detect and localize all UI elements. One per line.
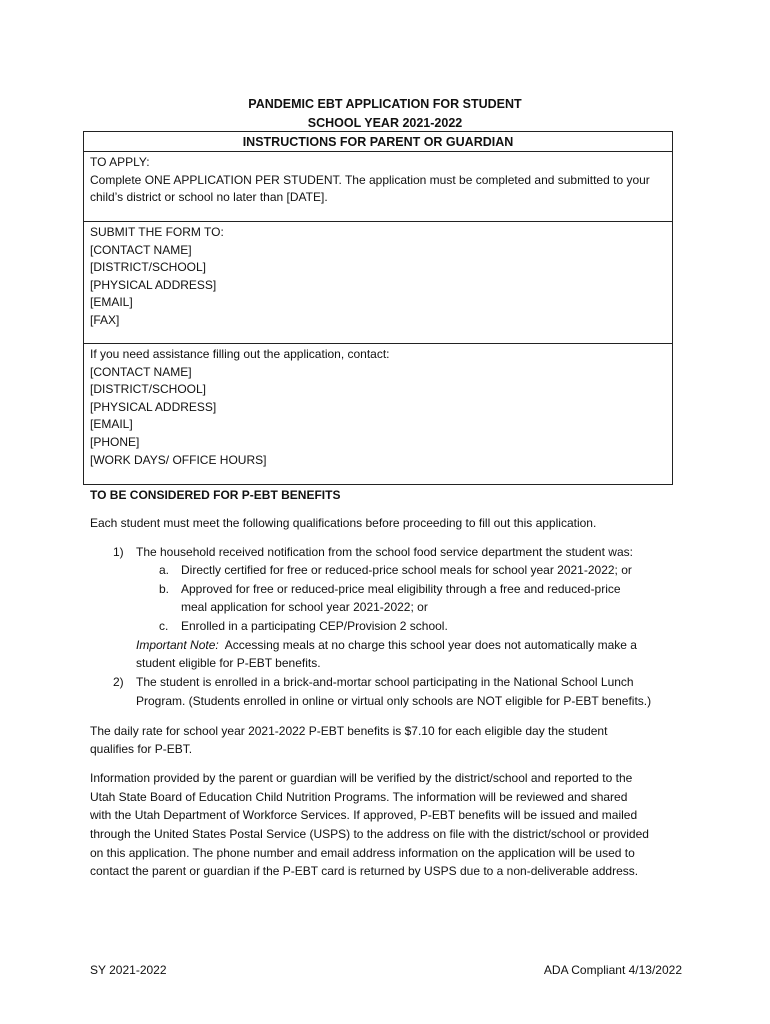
document-title: PANDEMIC EBT APPLICATION FOR STUDENT xyxy=(248,97,522,111)
submit-label: SUBMIT THE FORM TO: xyxy=(90,225,224,239)
item1-sub-c: Enrolled in a participating CEP/Provision 2 school. xyxy=(181,619,448,633)
submit-physical-address: [PHYSICAL ADDRESS] xyxy=(90,277,217,292)
assistance-section xyxy=(83,344,673,485)
item1-number: 1) xyxy=(113,545,124,559)
footer-ada-compliant: ADA Compliant 4/13/2022 xyxy=(543,963,682,977)
important-note-text: Accessing meals at no charge this school year does not automatically make a xyxy=(218,638,637,652)
apply-text-line2: child’s district or school no later than [DATE]. xyxy=(90,190,328,205)
benefits-heading: TO BE CONSIDERED FOR P-EBT BENEFITS xyxy=(90,488,341,502)
item1-sub-a-label: a. xyxy=(159,563,170,577)
submit-section xyxy=(83,222,673,344)
info-line4: through the United States Postal Service (USPS) to the address on file with the district/school or provided xyxy=(90,827,649,841)
daily-rate-line2: qualifies for P-EBT. xyxy=(90,742,193,756)
info-line2: Utah State Board of Education Child Nutrition Programs. The information will be reviewed and shared xyxy=(90,790,628,804)
info-line5: on this application. The phone number and email address information on the application will be used to xyxy=(90,846,635,860)
instructions-header: INSTRUCTIONS FOR PARENT OR GUARDIAN xyxy=(83,131,673,152)
item1-note-line2: student eligible for P-EBT benefits. xyxy=(136,656,321,670)
apply-section xyxy=(83,152,673,222)
footer-school-year: SY 2021-2022 xyxy=(90,963,167,977)
assistance-district-school: [DISTRICT/SCHOOL] xyxy=(90,382,207,397)
submit-fax: [FAX] xyxy=(90,312,120,327)
important-note-label: Important Note: xyxy=(136,638,219,652)
item1-sub-b-label: b. xyxy=(159,582,170,596)
item2-number: 2) xyxy=(113,675,124,689)
submit-email: [EMAIL] xyxy=(90,295,133,310)
item1-note-line1 xyxy=(136,636,637,655)
assistance-email: [EMAIL] xyxy=(90,417,133,432)
info-line1: Information provided by the parent or guardian will be verified by the district/school and reported to the xyxy=(90,771,633,785)
item1-sub-b-line2: meal application for school year 2021-2022; or xyxy=(181,600,428,614)
item1-text: The household received notification from the school food service department the student was: xyxy=(136,545,633,559)
assistance-hours: [WORK DAYS/ OFFICE HOURS] xyxy=(90,452,267,467)
assistance-contact-name: [CONTACT NAME] xyxy=(90,364,192,379)
info-line6: contact the parent or guardian if the P-EBT card is returned by USPS due to a non-deliverable address. xyxy=(90,864,639,878)
apply-text-line1: Complete ONE APPLICATION PER STUDENT. The application must be completed and submitted to your xyxy=(90,172,650,187)
submit-district-school: [DISTRICT/SCHOOL] xyxy=(90,260,207,275)
item1-sub-b-line1: Approved for free or reduced-price meal eligibility through a free and reduced-price xyxy=(181,582,621,596)
document-subtitle: SCHOOL YEAR 2021-2022 xyxy=(307,116,463,130)
info-line3: with the Utah Department of Workforce Services. If approved, P-EBT benefits will be issued and mailed xyxy=(90,808,638,822)
assistance-phone: [PHONE] xyxy=(90,434,140,449)
daily-rate-line1: The daily rate for school year 2021-2022 P-EBT benefits is $7.10 for each eligible day the student xyxy=(90,724,608,738)
assistance-label: If you need assistance filling out the application, contact: xyxy=(90,347,390,361)
benefits-intro: Each student must meet the following qualifications before proceeding to fill out this application. xyxy=(90,516,597,530)
item1-sub-c-label: c. xyxy=(159,619,169,633)
item2-line2: Program. (Students enrolled in online or virtual only schools are NOT eligible for P-EBT benefits.) xyxy=(136,694,652,708)
assistance-physical-address: [PHYSICAL ADDRESS] xyxy=(90,399,217,414)
item2-line1: The student is enrolled in a brick-and-mortar school participating in the National School Lunch xyxy=(136,675,634,689)
apply-label: TO APPLY: xyxy=(90,155,150,169)
submit-contact-name: [CONTACT NAME] xyxy=(90,242,192,257)
item1-sub-a: Directly certified for free or reduced-price school meals for school year 2021-2022; or xyxy=(181,563,632,577)
